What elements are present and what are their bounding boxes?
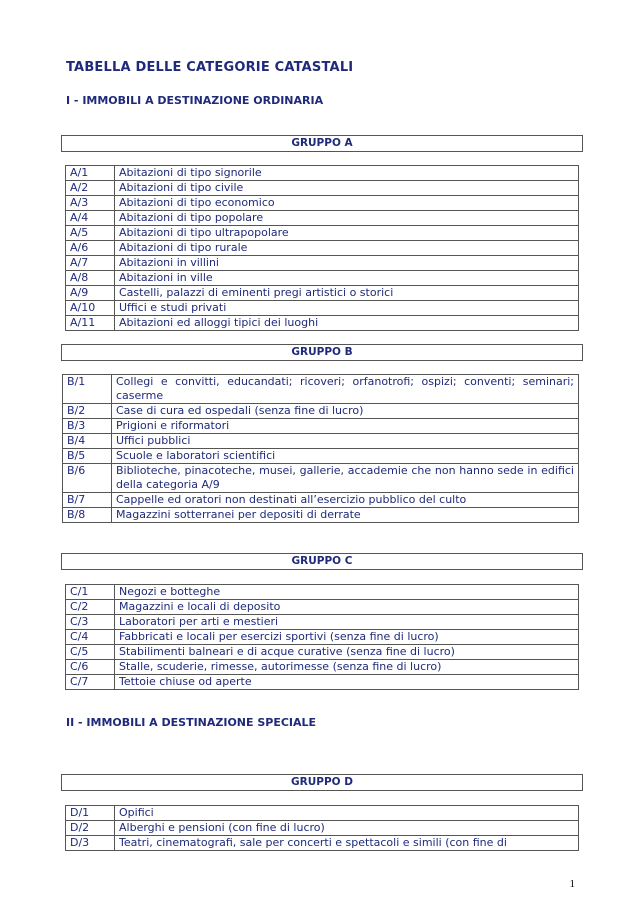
- category-code: D/3: [66, 836, 115, 851]
- category-code: A/4: [66, 211, 115, 226]
- table-row: [66, 181, 579, 196]
- category-code: A/3: [66, 196, 115, 211]
- category-description: Abitazioni in villini: [115, 256, 579, 271]
- group-header-c: GRUPPO C: [61, 553, 583, 570]
- category-code: A/2: [66, 181, 115, 196]
- category-code: B/2: [63, 404, 112, 419]
- category-description: Biblioteche, pinacoteche, musei, gallerie, accademie che non hanno sede in edifici della categoria A/9: [112, 464, 579, 493]
- table-row: [66, 675, 579, 690]
- table-row: [66, 660, 579, 675]
- category-code: C/4: [66, 630, 115, 645]
- table-row: [66, 600, 579, 615]
- category-description: Scuole e laboratori scientifici: [112, 449, 579, 464]
- group-header-d: GRUPPO D: [61, 774, 583, 791]
- category-code: D/1: [66, 806, 115, 821]
- category-description: Abitazioni di tipo economico: [115, 196, 579, 211]
- category-description: Abitazioni di tipo popolare: [115, 211, 579, 226]
- category-code: B/6: [63, 464, 112, 493]
- category-description: Laboratori per arti e mestieri: [115, 615, 579, 630]
- table-row: [66, 585, 579, 600]
- category-code: C/2: [66, 600, 115, 615]
- table-row: [66, 241, 579, 256]
- category-code: C/1: [66, 585, 115, 600]
- category-code: B/1: [63, 375, 112, 404]
- category-code: B/4: [63, 434, 112, 449]
- table-row: [66, 256, 579, 271]
- category-code: A/10: [66, 301, 115, 316]
- category-description: Uffici pubblici: [112, 434, 579, 449]
- category-table-c: [65, 584, 579, 690]
- table-row: [66, 196, 579, 211]
- category-code: A/11: [66, 316, 115, 331]
- category-description: Uffici e studi privati: [115, 301, 579, 316]
- category-code: A/5: [66, 226, 115, 241]
- category-description: Abitazioni di tipo signorile: [115, 166, 579, 181]
- table-row: [66, 211, 579, 226]
- category-code: B/5: [63, 449, 112, 464]
- category-description: Fabbricati e locali per esercizi sportivi (senza fine di lucro): [115, 630, 579, 645]
- category-code: A/8: [66, 271, 115, 286]
- section-title-speciale: II - IMMOBILI A DESTINAZIONE SPECIALE: [66, 716, 317, 729]
- category-code: D/2: [66, 821, 115, 836]
- category-description: Tettoie chiuse od aperte: [115, 675, 579, 690]
- table-row: [66, 301, 579, 316]
- category-description: Magazzini e locali di deposito: [115, 600, 579, 615]
- category-description: Abitazioni di tipo rurale: [115, 241, 579, 256]
- category-table-d: [65, 805, 579, 851]
- table-row: [66, 806, 579, 821]
- table-row: [63, 404, 579, 419]
- table-row: [63, 508, 579, 523]
- group-header-b: GRUPPO B: [61, 344, 583, 361]
- category-code: A/1: [66, 166, 115, 181]
- group-header-a: GRUPPO A: [61, 135, 583, 152]
- category-description: Prigioni e riformatori: [112, 419, 579, 434]
- category-code: C/6: [66, 660, 115, 675]
- category-code: C/5: [66, 645, 115, 660]
- table-row: [66, 836, 579, 851]
- category-description: Alberghi e pensioni (con fine di lucro): [115, 821, 579, 836]
- table-row: [66, 271, 579, 286]
- category-description: Opifici: [115, 806, 579, 821]
- table-row: [63, 493, 579, 508]
- category-description: Negozi e botteghe: [115, 585, 579, 600]
- table-row: [66, 615, 579, 630]
- table-row: [63, 464, 579, 493]
- category-code: C/3: [66, 615, 115, 630]
- table-row: [66, 286, 579, 301]
- category-description: Abitazioni ed alloggi tipici dei luoghi: [115, 316, 579, 331]
- category-code: B/3: [63, 419, 112, 434]
- category-description: Case di cura ed ospedali (senza fine di lucro): [112, 404, 579, 419]
- table-row: [66, 316, 579, 331]
- category-table-a: [65, 165, 579, 331]
- table-row: [66, 630, 579, 645]
- category-code: B/8: [63, 508, 112, 523]
- category-code: A/9: [66, 286, 115, 301]
- table-row: [66, 226, 579, 241]
- category-description: Cappelle ed oratori non destinati all’esercizio pubblico del culto: [112, 493, 579, 508]
- table-row: [63, 449, 579, 464]
- category-description: Stalle, scuderie, rimesse, autorimesse (senza fine di lucro): [115, 660, 579, 675]
- category-code: A/6: [66, 241, 115, 256]
- category-description: Abitazioni di tipo civile: [115, 181, 579, 196]
- table-row: [63, 375, 579, 404]
- category-table-b: [62, 374, 579, 523]
- category-description: Teatri, cinematografi, sale per concerti e spettacoli e simili (con fine di: [115, 836, 579, 851]
- category-description: Stabilimenti balneari e di acque curative (senza fine di lucro): [115, 645, 579, 660]
- category-description: Abitazioni in ville: [115, 271, 579, 286]
- category-description: Castelli, palazzi di eminenti pregi artistici o storici: [115, 286, 579, 301]
- category-code: B/7: [63, 493, 112, 508]
- table-row: [66, 166, 579, 181]
- category-code: C/7: [66, 675, 115, 690]
- table-row: [63, 434, 579, 449]
- table-row: [63, 419, 579, 434]
- category-description: Abitazioni di tipo ultrapopolare: [115, 226, 579, 241]
- document-title: TABELLA DELLE CATEGORIE CATASTALI: [66, 60, 354, 75]
- section-title-ordinaria: I - IMMOBILI A DESTINAZIONE ORDINARIA: [66, 94, 324, 107]
- page-number: 1: [569, 878, 575, 890]
- category-code: A/7: [66, 256, 115, 271]
- table-row: [66, 645, 579, 660]
- table-row: [66, 821, 579, 836]
- category-description: Collegi e convitti, educandati; ricoveri; orfanotrofi; ospizi; conventi; seminari; caserme: [112, 375, 579, 404]
- category-description: Magazzini sotterranei per depositi di derrate: [112, 508, 579, 523]
